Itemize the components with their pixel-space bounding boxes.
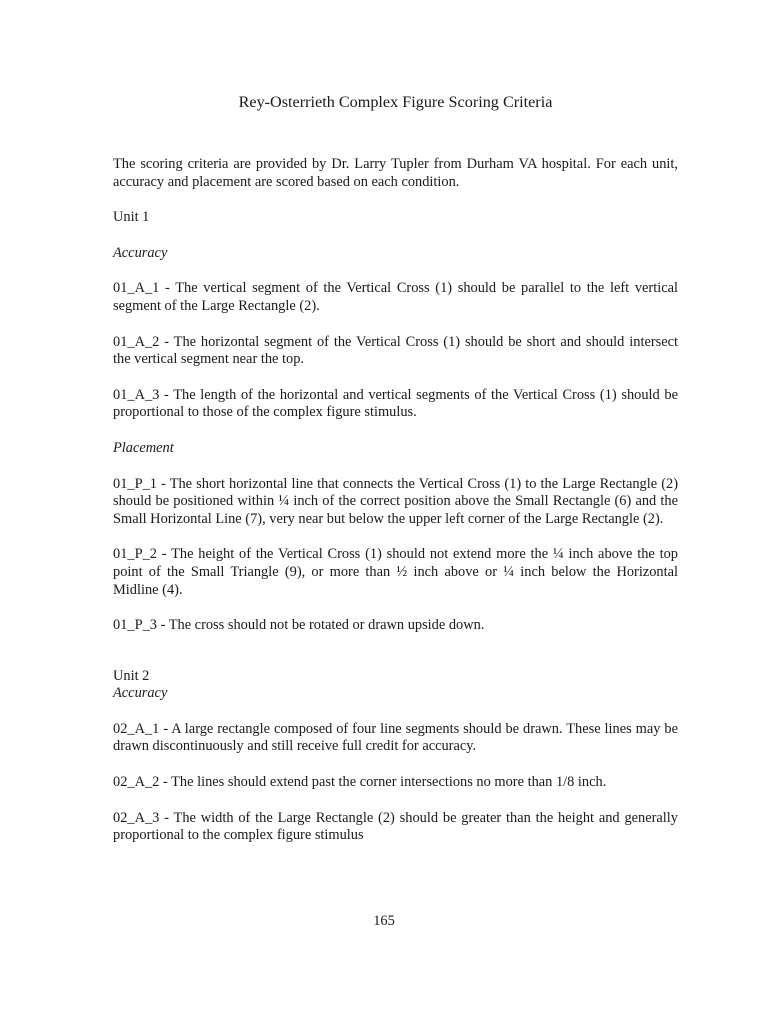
criterion-01-p-1: 01_P_1 - The short horizontal line that connects the Vertical Cross (1) to the Large Rectangle (2) should be positioned within ¼ inch of the correct position above the Small Rectangle (6) and the Small Horizontal Line (7), very near but below the upper left corner of the Large Rectangle (2). <box>113 475 678 527</box>
unit1-accuracy-heading: Accuracy <box>113 244 168 261</box>
intro-paragraph: The scoring criteria are provided by Dr. Larry Tupler from Durham VA hospital. For each unit, accuracy and placement are scored based on each condition. <box>113 156 678 190</box>
criterion-01-a-2: 01_A_2 - The horizontal segment of the Vertical Cross (1) should be short and should intersect the vertical segment near the top. <box>113 333 678 368</box>
criterion-01-p-2: 01_P_2 - The height of the Vertical Cross (1) should not extend more the ¼ inch above the top point of the Small Triangle (9), or more than ½ inch above or ¼ inch below the Horizontal Midline (4). <box>113 546 678 598</box>
criterion-01-a-1: 01_A_1 - The vertical segment of the Vertical Cross (1) should be parallel to the left vertical segment of the Large Rectangle (2). <box>113 280 678 314</box>
page-content <box>113 92 678 845</box>
unit2-accuracy-heading: Accuracy <box>113 685 168 702</box>
criterion-01-a-3: 01_A_3 - The length of the horizontal and vertical segments of the Vertical Cross (1) should be proportional to those of the complex figure stimulus. <box>113 386 678 421</box>
criterion-02-a-1: 02_A_1 - A large rectangle composed of four line segments should be drawn. These lines may be drawn discontinuously and still receive full credit for accuracy. <box>113 720 678 755</box>
unit1-heading: Unit 1 <box>113 209 150 226</box>
criterion-01-p-3: 01_P_3 - The cross should not be rotated or drawn upside down. <box>113 617 485 634</box>
page-number: 165 <box>373 913 395 929</box>
unit2-heading: Unit 2 <box>113 667 150 684</box>
criterion-02-a-3: 02_A_3 - The width of the Large Rectangle (2) should be greater than the height and generally proportional to the complex figure stimulus <box>113 809 678 844</box>
unit1-placement-heading: Placement <box>113 439 174 456</box>
page-title: Rey-Osterrieth Complex Figure Scoring Criteria <box>238 93 553 111</box>
criterion-02-a-2: 02_A_2 - The lines should extend past the corner intersections no more than 1/8 inch. <box>113 774 607 791</box>
